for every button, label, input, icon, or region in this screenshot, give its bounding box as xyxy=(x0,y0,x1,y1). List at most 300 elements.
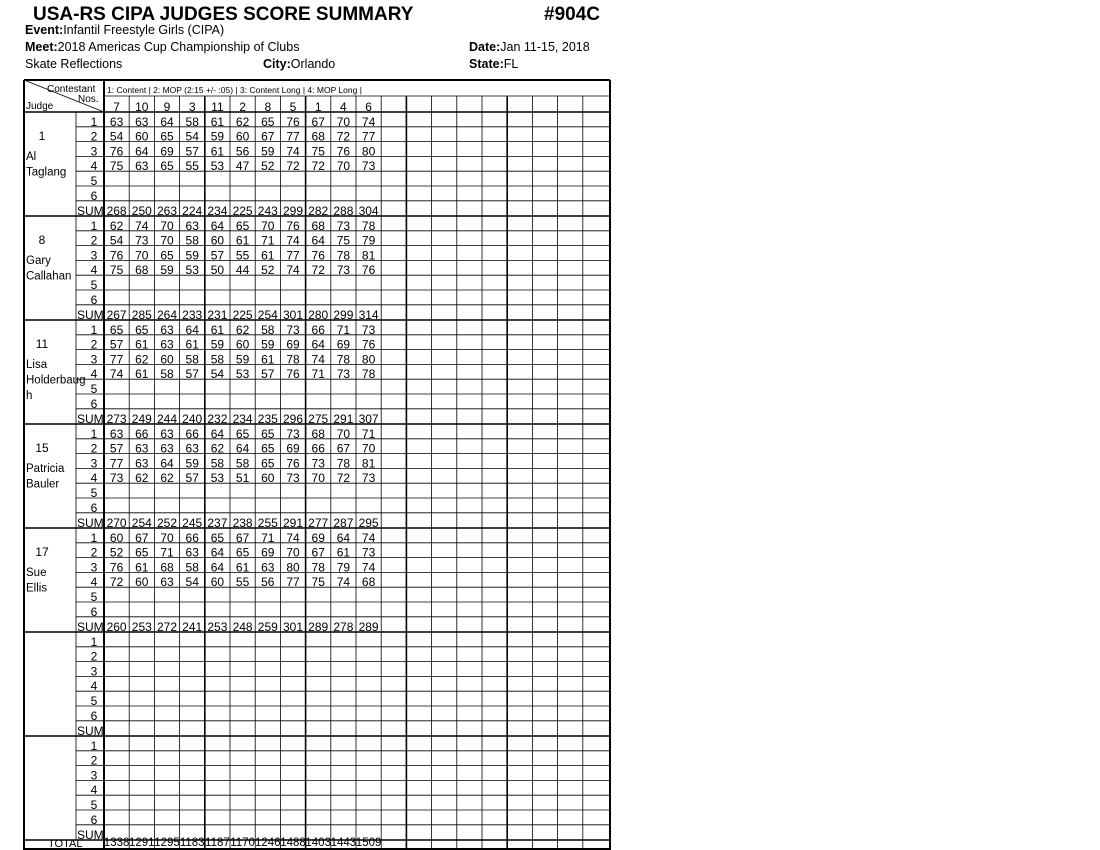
score-cell: 58 xyxy=(160,367,174,382)
sum-cell: 285 xyxy=(131,308,152,322)
sum-cell: 253 xyxy=(131,620,152,634)
score-cell: 69 xyxy=(336,337,351,352)
score-cell: 63 xyxy=(109,114,124,129)
sum-row-label: SUM xyxy=(77,828,104,842)
score-cell: 63 xyxy=(185,218,199,233)
score-cell: 65 xyxy=(135,545,149,560)
score-cell: 64 xyxy=(336,530,351,545)
judge-name-line: Gary xyxy=(26,255,51,267)
score-row-number: 4 xyxy=(90,471,98,486)
score-cell: 71 xyxy=(261,530,275,545)
score-cell: 65 xyxy=(235,545,250,560)
score-cell: 74 xyxy=(109,367,124,382)
judge-name-line: Sue xyxy=(26,567,47,579)
score-row-number: 2 xyxy=(90,337,98,352)
sum-cell: 241 xyxy=(182,620,203,634)
score-cell: 58 xyxy=(210,352,225,367)
score-cell: 70 xyxy=(336,159,351,174)
score-cell: 64 xyxy=(160,114,174,129)
sum-cell: 304 xyxy=(358,204,379,218)
score-cell: 78 xyxy=(286,352,300,367)
score-cell: 69 xyxy=(286,337,300,352)
score-cell: 78 xyxy=(336,248,351,263)
score-row-number: 3 xyxy=(90,664,98,679)
contestant-number: 6 xyxy=(365,100,372,114)
score-cell: 72 xyxy=(109,575,124,590)
score-cell: 65 xyxy=(261,456,275,471)
score-cell: 63 xyxy=(261,560,275,575)
contestant-number: 8 xyxy=(264,100,272,114)
score-cell: 75 xyxy=(109,159,124,174)
score-cell: 58 xyxy=(185,560,199,575)
score-cell: 64 xyxy=(210,218,225,233)
score-cell: 56 xyxy=(261,575,275,590)
score-cell: 66 xyxy=(185,426,199,441)
score-cell: 68 xyxy=(311,426,325,441)
score-row-number: 1 xyxy=(90,114,98,129)
score-cell: 70 xyxy=(160,233,174,248)
score-cell: 61 xyxy=(261,248,275,263)
score-cell: 58 xyxy=(185,352,199,367)
score-cell: 61 xyxy=(235,560,250,575)
score-cell: 76 xyxy=(361,263,376,278)
score-row-number: 5 xyxy=(90,694,98,708)
score-cell: 58 xyxy=(185,114,199,129)
sum-cell: 288 xyxy=(333,204,354,218)
score-cell: 63 xyxy=(135,114,149,129)
score-cell: 77 xyxy=(109,456,124,471)
score-cell: 62 xyxy=(235,114,250,129)
judge-header-label: Judge xyxy=(26,101,54,112)
sum-cell: 243 xyxy=(257,204,278,218)
sum-cell: 250 xyxy=(131,204,152,218)
score-cell: 54 xyxy=(210,367,225,382)
score-cell: 71 xyxy=(160,545,174,560)
score-cell: 74 xyxy=(361,530,376,545)
sum-cell: 225 xyxy=(232,308,253,322)
score-row-number: 5 xyxy=(90,798,98,812)
contestant-header-label: Contestant xyxy=(47,84,96,95)
score-row-number: 6 xyxy=(90,292,98,307)
score-cell: 61 xyxy=(210,144,225,159)
score-cell: 62 xyxy=(210,441,225,456)
score-row-number: 4 xyxy=(90,575,98,590)
score-cell: 61 xyxy=(135,337,149,352)
score-cell: 53 xyxy=(210,471,225,486)
score-cell: 78 xyxy=(361,367,376,382)
score-cell: 74 xyxy=(286,530,300,545)
sum-cell: 299 xyxy=(282,204,304,218)
total-cell: 1338 xyxy=(103,837,130,849)
score-row-number: 1 xyxy=(90,322,98,337)
sum-cell: 240 xyxy=(182,412,203,426)
score-cell: 66 xyxy=(311,441,325,456)
score-cell: 64 xyxy=(311,337,325,352)
score-cell: 65 xyxy=(210,530,225,545)
score-cell: 67 xyxy=(261,129,275,144)
sum-cell: 277 xyxy=(308,516,329,530)
score-cell: 57 xyxy=(185,471,199,486)
score-cell: 47 xyxy=(235,159,250,174)
score-row-number: 6 xyxy=(90,500,98,515)
sum-cell: 278 xyxy=(333,620,354,634)
score-cell: 57 xyxy=(109,441,124,456)
sum-cell: 275 xyxy=(308,412,329,426)
score-cell: 74 xyxy=(135,218,149,233)
sum-cell: 252 xyxy=(156,516,178,530)
sum-cell: 224 xyxy=(182,204,203,218)
score-cell: 61 xyxy=(210,322,225,337)
score-cell: 66 xyxy=(135,426,149,441)
score-row-number: 2 xyxy=(90,545,98,560)
sum-row-label: SUM xyxy=(77,412,104,426)
score-cell: 58 xyxy=(185,233,199,248)
score-row-number: 6 xyxy=(90,812,98,827)
contestant-number: 10 xyxy=(135,100,149,114)
score-row-number: 4 xyxy=(90,263,98,278)
contestant-number: 3 xyxy=(188,100,196,114)
score-cell: 65 xyxy=(109,322,124,337)
sum-cell: 270 xyxy=(106,516,127,530)
score-cell: 64 xyxy=(235,441,250,456)
score-cell: 70 xyxy=(286,545,300,560)
score-cell: 70 xyxy=(160,530,174,545)
score-cell: 72 xyxy=(311,159,325,174)
contestant-number: 7 xyxy=(113,100,120,114)
score-cell: 67 xyxy=(311,545,325,560)
sum-cell: 260 xyxy=(106,620,127,634)
score-cell: 63 xyxy=(135,441,149,456)
score-cell: 52 xyxy=(109,545,124,560)
score-cell: 57 xyxy=(185,144,199,159)
score-cell: 70 xyxy=(160,218,174,233)
score-cell: 78 xyxy=(336,456,351,471)
sum-cell: 235 xyxy=(257,412,278,426)
score-cell: 60 xyxy=(160,352,174,367)
score-row-number: 1 xyxy=(90,634,98,649)
judge-number: 17 xyxy=(35,545,49,559)
score-cell: 60 xyxy=(210,575,225,590)
score-cell: 61 xyxy=(135,560,149,575)
event-value: Infantil Freestyle Girls (CIPA) xyxy=(63,23,225,37)
sum-cell: 232 xyxy=(207,412,228,426)
score-cell: 59 xyxy=(210,337,225,352)
score-cell: 73 xyxy=(135,233,149,248)
score-cell: 72 xyxy=(336,129,351,144)
score-cell: 76 xyxy=(109,144,124,159)
score-cell: 54 xyxy=(185,575,199,590)
score-cell: 77 xyxy=(361,129,376,144)
contestant-number: 1 xyxy=(314,100,322,114)
score-cell: 44 xyxy=(235,263,250,278)
score-cell: 70 xyxy=(336,114,351,129)
score-cell: 67 xyxy=(336,441,351,456)
score-cell: 63 xyxy=(185,441,199,456)
score-cell: 79 xyxy=(361,233,376,248)
score-cell: 61 xyxy=(135,367,149,382)
score-cell: 58 xyxy=(261,322,275,337)
sum-cell: 267 xyxy=(106,308,127,322)
city-value: Orlando xyxy=(290,57,336,71)
score-cell: 73 xyxy=(336,263,351,278)
score-cell: 74 xyxy=(286,233,300,248)
score-cell: 64 xyxy=(210,560,225,575)
sum-cell: 273 xyxy=(106,412,127,426)
score-cell: 73 xyxy=(336,367,351,382)
score-cell: 78 xyxy=(311,560,325,575)
score-cell: 73 xyxy=(336,218,351,233)
score-row-number: 1 xyxy=(90,738,98,753)
sum-cell: 234 xyxy=(207,204,228,218)
score-cell: 59 xyxy=(235,352,250,367)
score-cell: 74 xyxy=(311,352,325,367)
score-cell: 72 xyxy=(286,159,300,174)
score-row-number: 5 xyxy=(90,278,98,292)
score-cell: 73 xyxy=(109,471,124,486)
nos-header-label: Nos. xyxy=(78,94,99,105)
score-cell: 73 xyxy=(286,426,300,441)
score-cell: 59 xyxy=(210,129,225,144)
judge-name-line: Ellis xyxy=(26,582,48,595)
sum-cell: 264 xyxy=(156,308,178,322)
score-cell: 74 xyxy=(336,575,351,590)
score-cell: 68 xyxy=(160,560,174,575)
score-cell: 54 xyxy=(109,129,124,144)
score-cell: 73 xyxy=(286,471,300,486)
score-row-number: 3 xyxy=(90,560,98,575)
score-cell: 76 xyxy=(286,367,300,382)
judge-name-line: Bauler xyxy=(26,478,60,491)
score-row-number: 1 xyxy=(90,426,98,441)
sum-cell: 234 xyxy=(232,412,253,426)
score-cell: 53 xyxy=(235,367,250,382)
score-cell: 68 xyxy=(311,129,325,144)
judge-name-line: h xyxy=(26,390,33,402)
score-cell: 50 xyxy=(210,263,225,278)
score-cell: 68 xyxy=(311,218,325,233)
score-cell: 60 xyxy=(135,129,149,144)
score-cell: 55 xyxy=(185,159,199,174)
score-legend: 1: Content | 2: MOP (2:15 +/- :05) | 3: Content Long | 4: MOP Long | xyxy=(107,85,362,95)
score-row-number: 3 xyxy=(90,456,98,471)
score-cell: 73 xyxy=(361,471,376,486)
report-title: USA-RS CIPA JUDGES SCORE SUMMARY xyxy=(33,4,414,25)
score-cell: 63 xyxy=(160,322,174,337)
score-cell: 71 xyxy=(261,233,275,248)
score-cell: 81 xyxy=(361,456,376,471)
total-cell: 1183 xyxy=(179,837,205,849)
score-cell: 65 xyxy=(235,426,250,441)
score-cell: 80 xyxy=(286,560,300,575)
contestant-number: 11 xyxy=(211,100,224,114)
score-cell: 64 xyxy=(185,322,199,337)
score-row-number: 5 xyxy=(90,486,98,500)
score-cell: 77 xyxy=(286,575,300,590)
score-cell: 76 xyxy=(286,456,300,471)
score-cell: 51 xyxy=(235,471,250,486)
judge-name-line: Holderbaug xyxy=(26,374,86,387)
score-cell: 64 xyxy=(210,545,225,560)
score-cell: 54 xyxy=(185,129,199,144)
sum-cell: 248 xyxy=(232,620,253,634)
score-cell: 74 xyxy=(286,144,300,159)
score-row-number: 5 xyxy=(90,382,98,396)
score-cell: 74 xyxy=(361,560,376,575)
score-cell: 65 xyxy=(261,426,275,441)
score-cell: 69 xyxy=(311,530,325,545)
score-cell: 70 xyxy=(261,218,275,233)
score-cell: 69 xyxy=(160,144,174,159)
score-row-number: 1 xyxy=(90,218,98,233)
meet-value: 2018 Americas Cup Championship of Clubs xyxy=(57,40,300,54)
judge-name-line: Patricia xyxy=(26,463,65,475)
score-row-number: 3 xyxy=(90,248,98,263)
sum-row-label: SUM xyxy=(77,204,104,218)
score-cell: 65 xyxy=(160,248,174,263)
report-code: #904C xyxy=(544,4,600,25)
score-cell: 80 xyxy=(361,144,376,159)
sum-cell: 249 xyxy=(131,412,152,426)
score-row-number: 1 xyxy=(90,530,98,545)
score-row-number: 3 xyxy=(90,352,98,367)
score-cell: 62 xyxy=(160,471,174,486)
judge-name-line: Callahan xyxy=(26,270,72,283)
total-cell: 1443 xyxy=(330,837,357,849)
score-cell: 60 xyxy=(235,129,250,144)
score-cell: 69 xyxy=(261,545,275,560)
total-row-label: TOTAL xyxy=(48,838,83,850)
total-cell: 1187 xyxy=(205,837,230,849)
sum-cell: 244 xyxy=(156,412,178,426)
score-row-number: 5 xyxy=(90,174,98,188)
score-cell: 61 xyxy=(336,545,351,560)
score-cell: 73 xyxy=(361,322,376,337)
sum-cell: 225 xyxy=(232,204,253,218)
score-cell: 62 xyxy=(135,471,149,486)
score-cell: 60 xyxy=(135,575,149,590)
sum-row-label: SUM xyxy=(77,308,104,322)
event-label: Event: xyxy=(25,23,64,37)
sum-cell: 255 xyxy=(257,516,278,530)
sum-cell: 254 xyxy=(131,516,152,530)
score-cell: 63 xyxy=(160,441,174,456)
score-cell: 58 xyxy=(210,456,225,471)
total-cell: 1295 xyxy=(154,837,180,849)
score-cell: 65 xyxy=(261,114,275,129)
state-label: State: xyxy=(469,57,504,71)
score-cell: 60 xyxy=(210,233,225,248)
score-cell: 73 xyxy=(286,322,300,337)
sum-cell: 296 xyxy=(282,412,304,426)
sum-cell: 289 xyxy=(358,620,379,634)
score-cell: 63 xyxy=(160,426,174,441)
score-cell: 61 xyxy=(261,352,275,367)
score-cell: 63 xyxy=(185,545,199,560)
score-cell: 67 xyxy=(311,114,325,129)
score-cell: 64 xyxy=(311,233,325,248)
score-cell: 77 xyxy=(109,352,124,367)
score-cell: 65 xyxy=(160,129,174,144)
score-cell: 71 xyxy=(336,322,351,337)
score-cell: 66 xyxy=(311,322,325,337)
score-cell: 76 xyxy=(109,248,124,263)
score-cell: 67 xyxy=(135,530,149,545)
score-cell: 65 xyxy=(235,218,250,233)
score-cell: 57 xyxy=(185,367,199,382)
contestant-number: 2 xyxy=(239,100,246,114)
score-row-number: 6 xyxy=(90,708,98,723)
score-cell: 67 xyxy=(235,530,250,545)
score-cell: 53 xyxy=(210,159,225,174)
score-cell: 74 xyxy=(361,114,376,129)
sum-cell: 237 xyxy=(207,516,228,530)
score-cell: 66 xyxy=(185,530,199,545)
sum-cell: 231 xyxy=(207,308,228,322)
sum-cell: 299 xyxy=(333,308,354,322)
score-cell: 65 xyxy=(261,441,275,456)
score-row-number: 6 xyxy=(90,188,98,203)
sum-cell: 301 xyxy=(282,308,304,322)
score-cell: 76 xyxy=(109,560,124,575)
sum-cell: 259 xyxy=(257,620,278,634)
sum-row-label: SUM xyxy=(77,724,104,738)
score-cell: 76 xyxy=(361,337,376,352)
score-cell: 72 xyxy=(336,471,351,486)
score-cell: 60 xyxy=(109,530,124,545)
sum-cell: 291 xyxy=(333,412,354,426)
score-cell: 81 xyxy=(361,248,376,263)
judge-number: 15 xyxy=(35,441,49,455)
total-cell: 1509 xyxy=(355,837,382,849)
score-cell: 72 xyxy=(311,263,325,278)
sum-cell: 253 xyxy=(207,620,228,634)
score-row-number: 3 xyxy=(90,144,98,159)
score-cell: 73 xyxy=(361,159,376,174)
score-cell: 61 xyxy=(185,337,199,352)
score-cell: 54 xyxy=(109,233,124,248)
score-row-number: 2 xyxy=(90,129,98,144)
score-cell: 56 xyxy=(235,144,250,159)
sum-cell: 245 xyxy=(182,516,203,530)
score-cell: 59 xyxy=(160,263,174,278)
judge-number: 11 xyxy=(35,337,49,351)
meet-label: Meet: xyxy=(25,40,58,54)
sum-cell: 301 xyxy=(282,620,304,634)
score-cell: 75 xyxy=(311,575,325,590)
score-cell: 76 xyxy=(336,144,351,159)
score-row-number: 2 xyxy=(90,441,98,456)
date-label: Date: xyxy=(469,40,501,54)
sum-cell: 268 xyxy=(106,204,127,218)
score-cell: 64 xyxy=(135,144,149,159)
score-row-number: 4 xyxy=(90,159,98,174)
score-cell: 64 xyxy=(210,426,225,441)
sum-cell: 287 xyxy=(333,516,354,530)
sum-cell: 282 xyxy=(308,204,329,218)
score-cell: 58 xyxy=(235,456,250,471)
score-cell: 63 xyxy=(109,426,124,441)
sum-cell: 280 xyxy=(308,308,329,322)
total-cell: 1291 xyxy=(129,837,155,849)
score-cell: 75 xyxy=(336,233,351,248)
score-cell: 71 xyxy=(311,367,325,382)
score-cell: 60 xyxy=(261,471,275,486)
score-cell: 62 xyxy=(109,218,124,233)
judge-name-line: Taglang xyxy=(26,166,67,179)
sum-row-label: SUM xyxy=(77,620,104,634)
score-cell: 70 xyxy=(311,471,325,486)
score-cell: 53 xyxy=(185,263,199,278)
